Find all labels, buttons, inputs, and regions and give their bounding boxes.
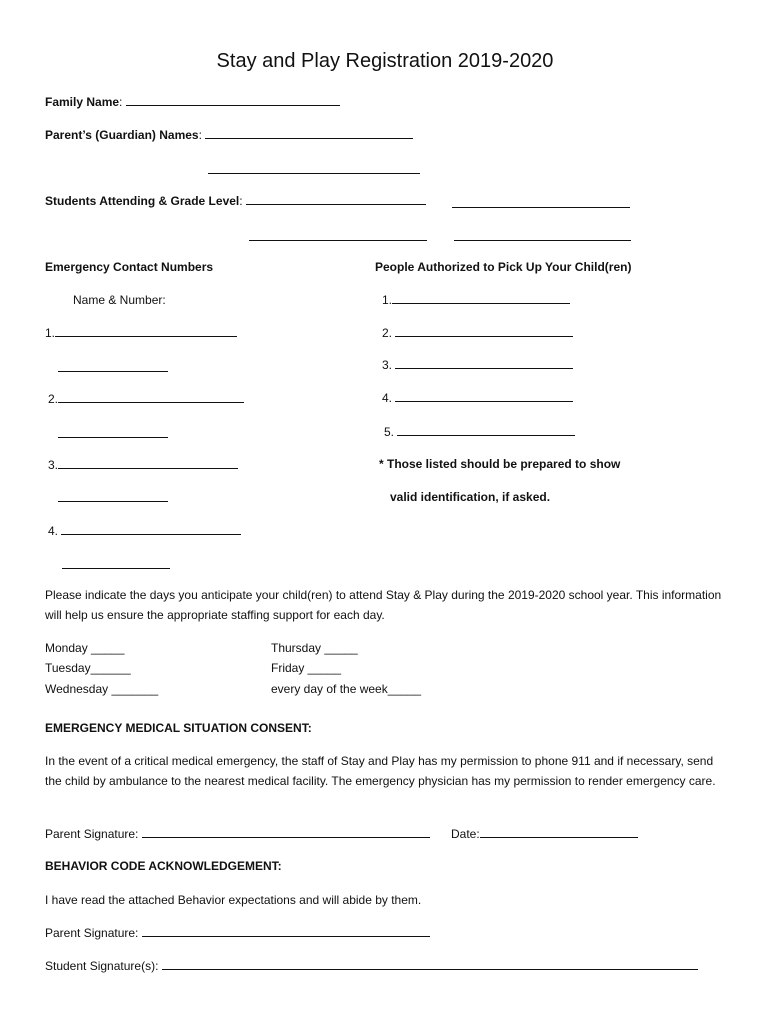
days-intro: Please indicate the days you anticipate your child(ren) to attend Stay & Play during the 2019-2020 school year. This information will help us ensure the appropriate staffing support for each day.: [45, 588, 722, 622]
page-title: Stay and Play Registration 2019-2020: [216, 50, 554, 72]
emergency-field-1b[interactable]: [58, 361, 168, 372]
day-wednesday[interactable]: Wednesday _______: [45, 682, 159, 696]
emergency-field-2b[interactable]: [58, 427, 168, 438]
pickup-field-1[interactable]: [392, 293, 570, 304]
emergency-subheading: Name & Number:: [73, 293, 166, 307]
day-monday[interactable]: Monday _____: [45, 641, 125, 655]
pickup-field-3[interactable]: [395, 358, 573, 369]
student-signature-field[interactable]: [162, 959, 698, 970]
students-label: Students Attending & Grade Level: [45, 194, 240, 208]
students-row: [45, 194, 426, 208]
pickup-item-5: [384, 425, 575, 439]
students-field-1[interactable]: [246, 194, 426, 205]
students-field-4[interactable]: [454, 230, 631, 241]
emergency-number-1: 1.: [45, 326, 56, 340]
behavior-parent-signature: [45, 926, 430, 940]
medical-date: [451, 827, 638, 841]
emergency-contact-1: [45, 326, 237, 340]
medical-date-label: Date:: [451, 827, 480, 841]
emergency-heading: Emergency Contact Numbers: [45, 260, 214, 274]
parents-row: [45, 128, 413, 142]
medical-consent-text: In the event of a critical medical emergency, the staff of Stay and Play has my permission to phone 911 and if necessary, send the child by ambulance to the nearest medical facility. The emergency physician has my permission to render emergency care.: [45, 754, 716, 788]
family-name-field[interactable]: [126, 95, 340, 106]
pickup-number-1: 1.: [382, 293, 393, 307]
behavior-text: I have read the attached Behavior expectations and will abide by them.: [45, 893, 422, 907]
pickup-item-2: [382, 326, 573, 340]
student-signature-label: Student Signature(s):: [45, 959, 159, 973]
behavior-parent-signature-label: Parent Signature:: [45, 926, 139, 940]
student-signature: [45, 959, 698, 973]
emergency-number-3: 3.: [48, 458, 59, 472]
parents-label: Parent’s (Guardian) Names: [45, 128, 199, 142]
emergency-number-2: 2.: [48, 392, 59, 406]
pickup-item-1: [382, 293, 570, 307]
day-thursday[interactable]: Thursday _____: [271, 641, 358, 655]
students-field-2[interactable]: [452, 197, 630, 208]
parents-field-2[interactable]: [208, 163, 420, 174]
emergency-contact-3: [48, 458, 238, 472]
medical-date-field[interactable]: [480, 827, 638, 838]
family-name-colon: :: [119, 95, 123, 109]
emergency-contact-2: [48, 392, 244, 406]
pickup-item-3: [382, 358, 573, 372]
medical-consent-heading: EMERGENCY MEDICAL SITUATION CONSENT:: [45, 721, 312, 735]
pickup-number-4: 4.: [382, 391, 393, 405]
family-name-label: Family Name: [45, 95, 120, 109]
emergency-field-3b[interactable]: [58, 491, 168, 502]
medical-parent-signature-label: Parent Signature:: [45, 827, 139, 841]
emergency-field-3[interactable]: [58, 458, 238, 469]
pickup-field-4[interactable]: [395, 391, 573, 402]
day-tuesday[interactable]: Tuesday______: [45, 661, 131, 675]
emergency-field-4[interactable]: [61, 524, 241, 535]
pickup-field-5[interactable]: [397, 425, 575, 436]
students-colon: :: [239, 194, 243, 208]
pickup-number-3: 3.: [382, 358, 393, 372]
emergency-field-1[interactable]: [55, 326, 237, 337]
pickup-number-5: 5.: [384, 425, 395, 439]
pickup-field-2[interactable]: [395, 326, 573, 337]
medical-parent-signature-field[interactable]: [142, 827, 430, 838]
behavior-parent-signature-field[interactable]: [142, 926, 430, 937]
day-friday[interactable]: Friday _____: [271, 661, 342, 675]
parents-field-1[interactable]: [205, 128, 413, 139]
pickup-note: * Those listed should be prepared to show: [379, 457, 621, 471]
emergency-contact-4: [48, 524, 241, 538]
family-name-row: [45, 95, 340, 109]
day-every-day[interactable]: every day of the week_____: [271, 682, 422, 696]
medical-parent-signature: [45, 827, 430, 841]
emergency-field-2[interactable]: [58, 392, 244, 403]
pickup-number-2: 2.: [382, 326, 393, 340]
pickup-heading: People Authorized to Pick Up Your Child(ren): [375, 260, 632, 274]
emergency-field-4b[interactable]: [62, 558, 170, 569]
pickup-item-4: [382, 391, 573, 405]
students-field-3[interactable]: [249, 230, 427, 241]
pickup-note-cont: valid identification, if asked.: [390, 490, 551, 504]
parents-colon: :: [198, 128, 202, 142]
behavior-heading: BEHAVIOR CODE ACKNOWLEDGEMENT:: [45, 859, 282, 873]
emergency-number-4: 4.: [48, 524, 59, 538]
